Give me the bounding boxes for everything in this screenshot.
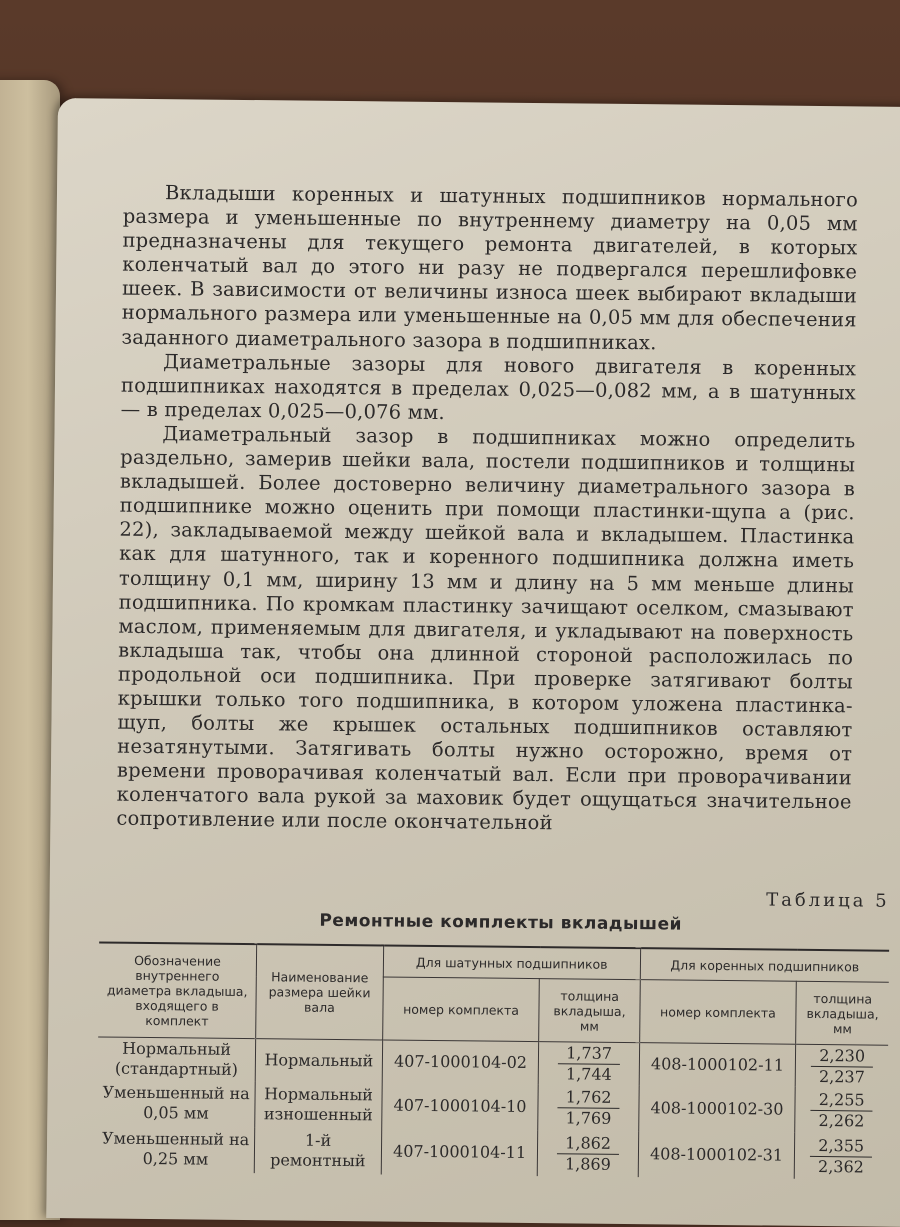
main-thickness-top: 2,255	[811, 1089, 873, 1111]
designation-cell: Уменьшенный на 0,25 мм	[101, 1128, 250, 1169]
rod-thickness-cell	[539, 1042, 640, 1086]
main-set-cell: 408-1000102-30	[638, 1085, 795, 1133]
paragraph-3: Диаметральный зазор в подшипниках можно определить раздельно, замерив шейки вала, постели подшипников и толщины вкладышей. Более достоверно величину диаметрального зазора в подшипнике можно оценить при помощи пластинки-щупа а (рис. 22), закладываемой между шейкой вала и вкладышем. Пластинка как для шатунного, так и коренного подшипника должна иметь толщину 0,1 мм, ширину 13 мм и длину на 5 мм меньше длины подшипника. По кромкам пластинку зачищают оселком, смазывают маслом, применяемым для двигателя, и укладывают на поверхность вкладыша так, чтобы она длинной стороной расположилась по продольной оси подшипника. При проверке затягивают болты крышки только того подшипника, в котором уложена пластинка-щуп, болты же крышек остальных подшипников оставляют незатянутыми. Затягивать болты нужно осторожно, время от времени проворачивая коленчатый вал. Если при проворачивании коленчатого вала рукой за маховик будет ощущаться значительное сопротивление или после окончательной	[116, 422, 856, 835]
rod-thickness-bottom: 1,744	[565, 1063, 612, 1084]
header-main-set-number: номер комплекта	[639, 980, 796, 1045]
designation-cell: Уменьшенный на 0,05 мм	[102, 1082, 250, 1123]
rod-set-cell: 407-1000104-11	[381, 1128, 538, 1176]
header-rod-thickness: толщина вкладыша, мм	[539, 979, 640, 1043]
book-page	[46, 98, 900, 1227]
main-thickness-bottom: 2,237	[818, 1066, 865, 1087]
main-set-cell: 408-1000102-11	[639, 1043, 796, 1087]
header-rod-bearings: Для шатунных подшипников	[383, 945, 640, 979]
rod-thickness-top: 1,737	[558, 1043, 620, 1065]
table-row	[97, 1125, 887, 1179]
main-thickness-cell	[795, 1087, 888, 1134]
main-thickness-bottom: 2,262	[818, 1110, 865, 1130]
rod-thickness-bottom: 1,769	[565, 1107, 612, 1128]
header-rod-set-number: номер комплекта	[382, 977, 539, 1042]
main-thickness-cell	[796, 1044, 889, 1087]
table-number: Таблица 5	[766, 889, 890, 912]
rod-thickness-top: 1,862	[557, 1133, 619, 1155]
rod-set-cell: 407-1000104-10	[382, 1082, 539, 1130]
header-main-thickness: толщина вкладыша, мм	[796, 981, 889, 1045]
main-thickness-cell	[795, 1133, 888, 1180]
rod-thickness-cell	[538, 1084, 639, 1131]
table-title: Ремонтные комплекты вкладышей	[319, 910, 683, 935]
main-set-cell: 408-1000102-31	[638, 1131, 795, 1179]
paragraph-2: Диаметральные зазоры для нового двигателя в коренных подшипниках находятся в пределах 0,025—0,082 мм, а в шатунных — в пределах 0,025—0,076 мм.	[120, 349, 857, 424]
designation-cell: Нормальный (стандартный)	[114, 1038, 239, 1079]
rod-thickness-cell	[538, 1130, 639, 1177]
header-designation: Обозначение внутреннего диаметра вкладыша, входящего в комплект	[98, 942, 257, 1038]
journal-size-cell: Нормальный	[255, 1039, 382, 1083]
journal-size-cell: Нормальный изношенный	[255, 1081, 382, 1128]
body-text	[116, 181, 858, 839]
main-thickness-top: 2,230	[811, 1045, 873, 1067]
rod-thickness-top: 1,762	[558, 1087, 620, 1109]
table-row	[97, 1079, 887, 1133]
header-main-bearings: Для коренных подшипников	[640, 948, 889, 982]
main-thickness-bottom: 2,362	[818, 1156, 865, 1176]
repair-kits-table	[97, 941, 889, 1179]
main-thickness-top: 2,355	[810, 1135, 872, 1157]
rod-set-cell: 407-1000104-02	[382, 1040, 539, 1084]
paragraph-1: Вкладыши коренных и шатунных подшипников нормального размера и уменьшенные по внутреннему диаметру на 0,05 мм предназначены для текущего ремонта двигателей, в которых коленчатый вал до этого ни разу не подвергался перешлифовке шеек. В зависимости от величины износа шеек выбирают вкладыши нормального размера или уменьшенные на 0,05 мм для обеспечения заданного диаметрального зазора в подшипниках.	[121, 181, 859, 354]
header-journal-size: Наименование размера шейки вала	[256, 944, 384, 1040]
rod-thickness-bottom: 1,869	[564, 1153, 611, 1174]
journal-size-cell: 1-й ремонтный	[254, 1127, 381, 1174]
